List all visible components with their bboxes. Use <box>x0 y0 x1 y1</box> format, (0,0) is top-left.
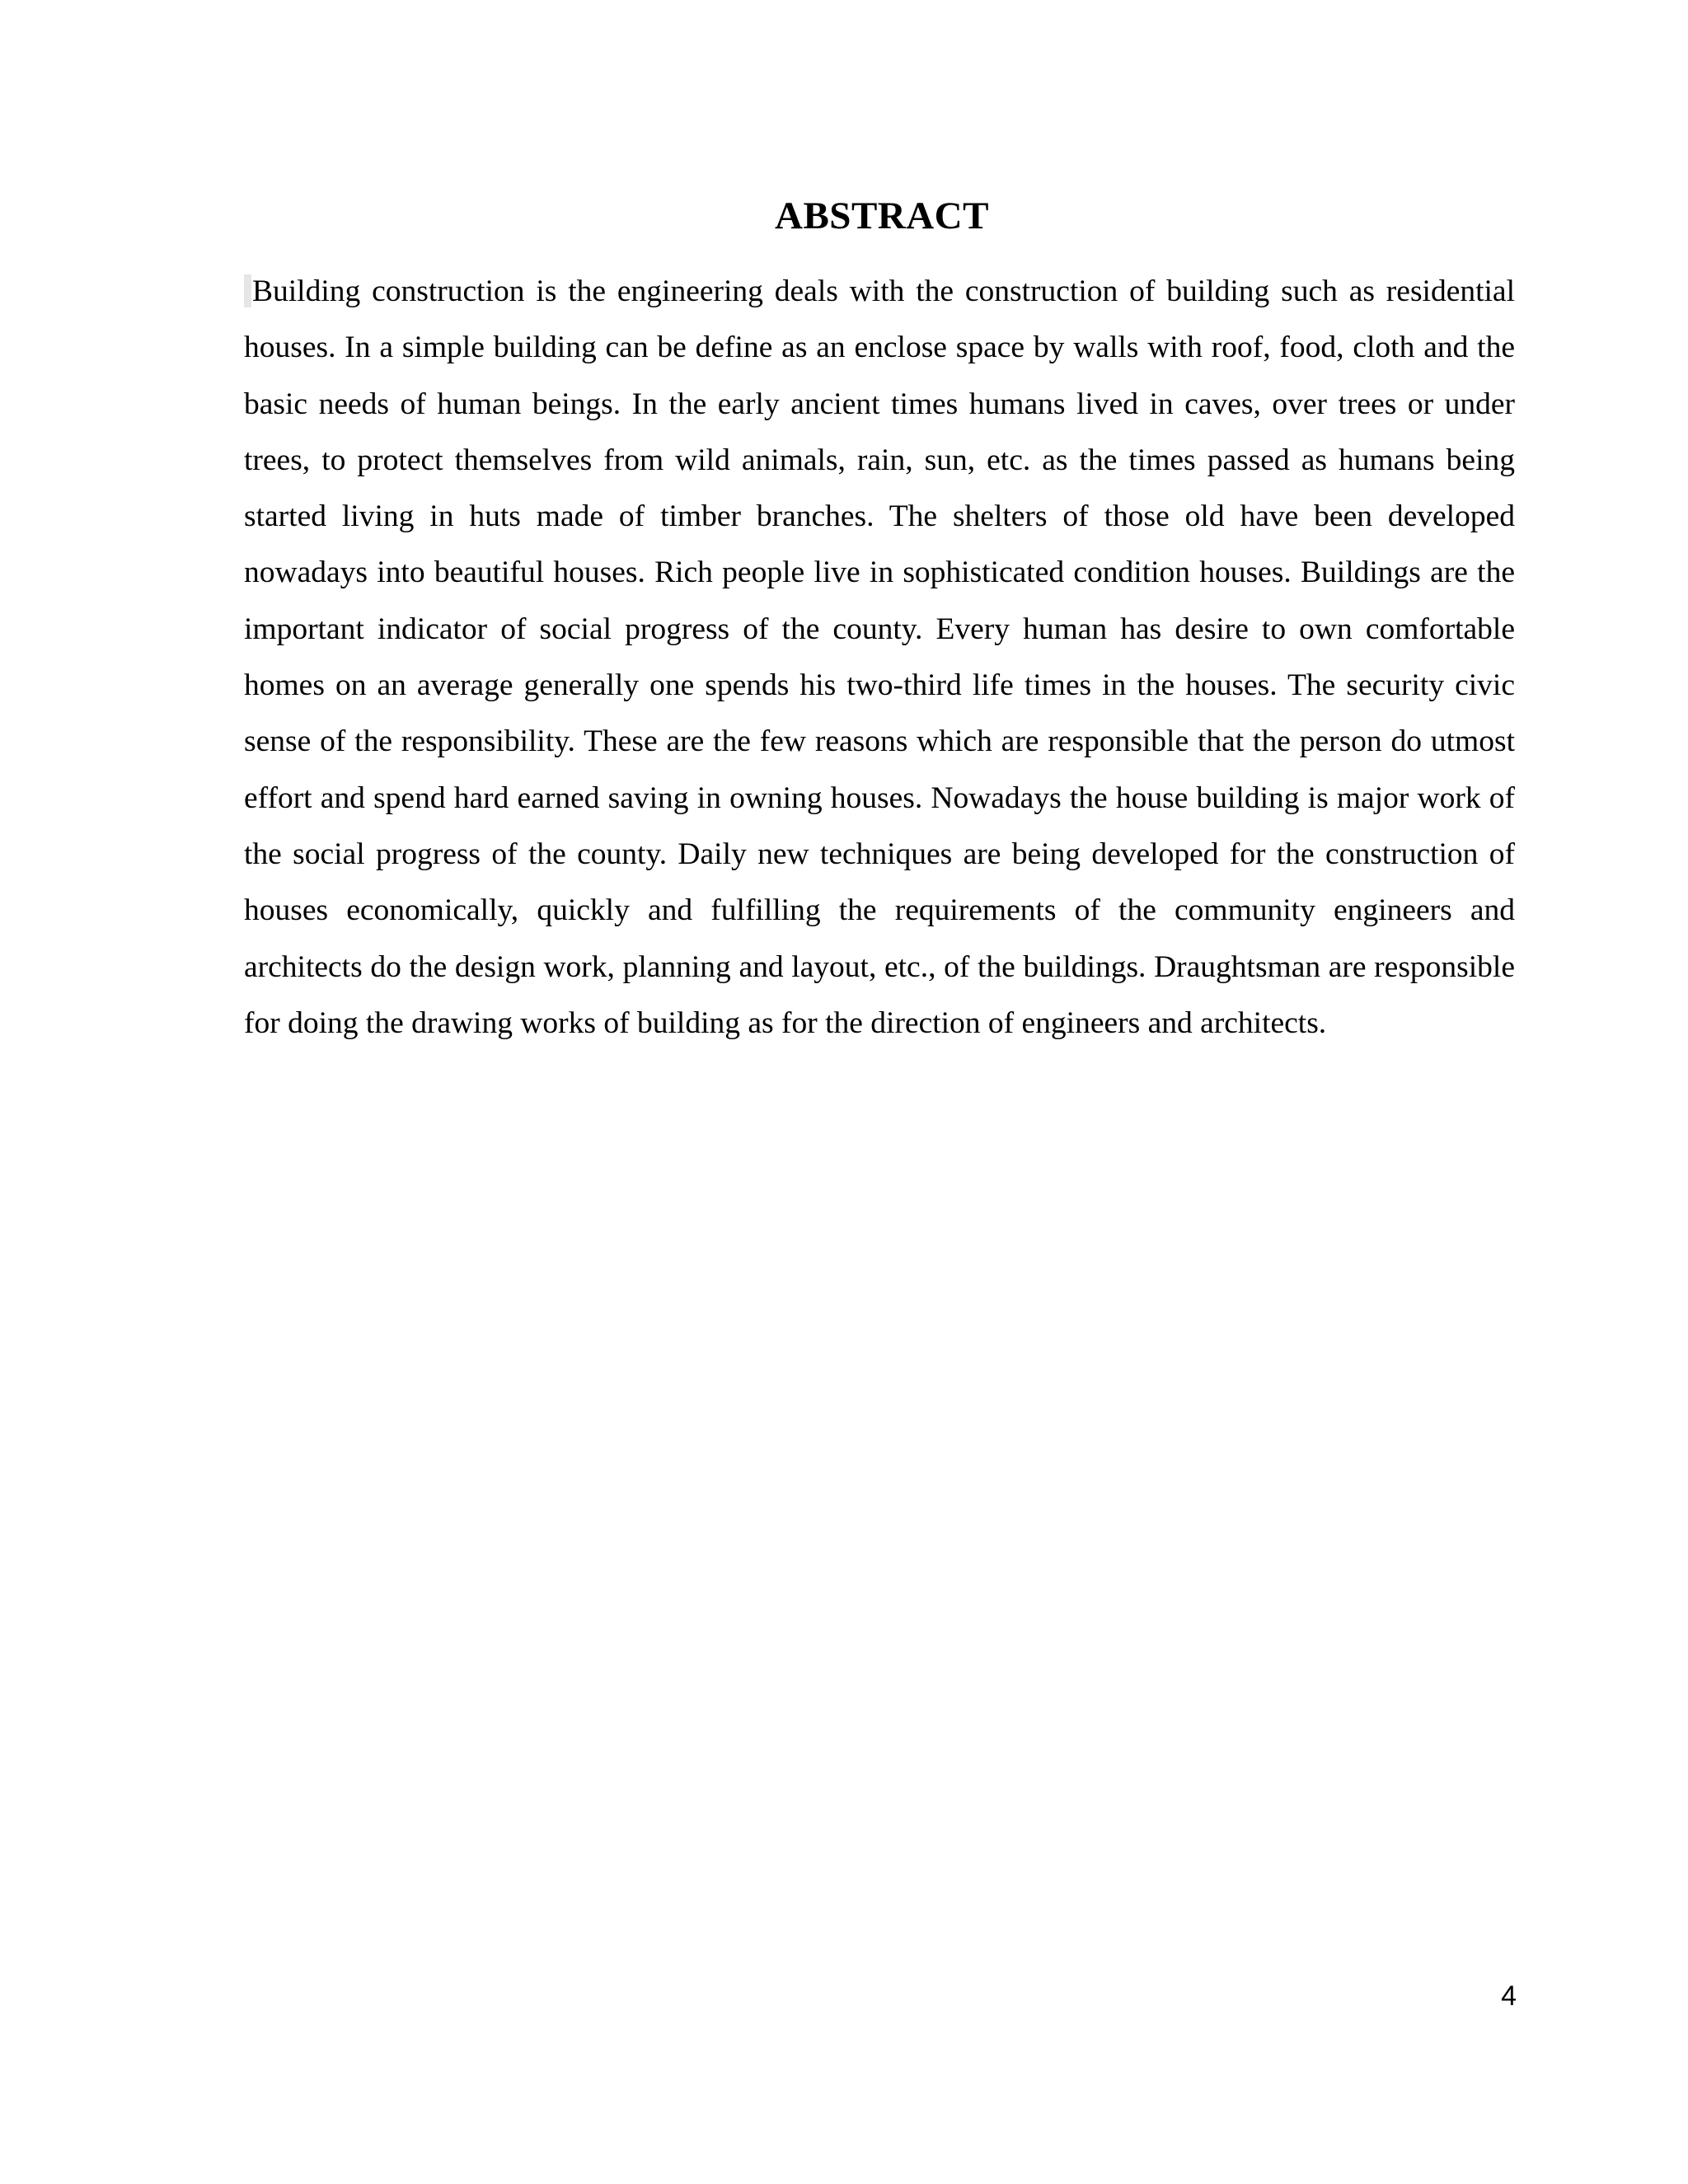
text-cursor-marker <box>244 274 251 307</box>
abstract-paragraph <box>244 264 1515 1052</box>
abstract-body-text: Building construction is the engineering deals with the construction of building such as residential houses. In a simple building can be define as an enclose space by walls with roof, food, cloth and the basic needs of human beings. In the early ancient times humans lived in caves, over trees or under trees, to protect themselves from wild animals, rain, sun, etc. as the times passed as humans being started living in huts made of timber branches. The shelters of those old have been developed nowadays into beautiful houses. Rich people live in sophisticated condition houses. Buildings are the important indicator of social progress of the county. Every human has desire to own comfortable homes on an average generally one spends his two-third life times in the houses. The security civic sense of the responsibility. These are the few reasons which are responsible that the person do utmost effort and spend hard earned saving in owning houses. Nowadays the house building is major work of the social progress of the county. Daily new techniques are being developed for the construction of houses economically, quickly and fulfilling the requirements of the community engineers and architects do the design work, planning and layout, etc., of the buildings. Draughtsman are responsible for doing the drawing works of building as for the direction of engineers and architects. <box>244 274 1515 1040</box>
page-number: 4 <box>1501 1980 1517 2012</box>
abstract-heading: ABSTRACT <box>775 194 989 237</box>
